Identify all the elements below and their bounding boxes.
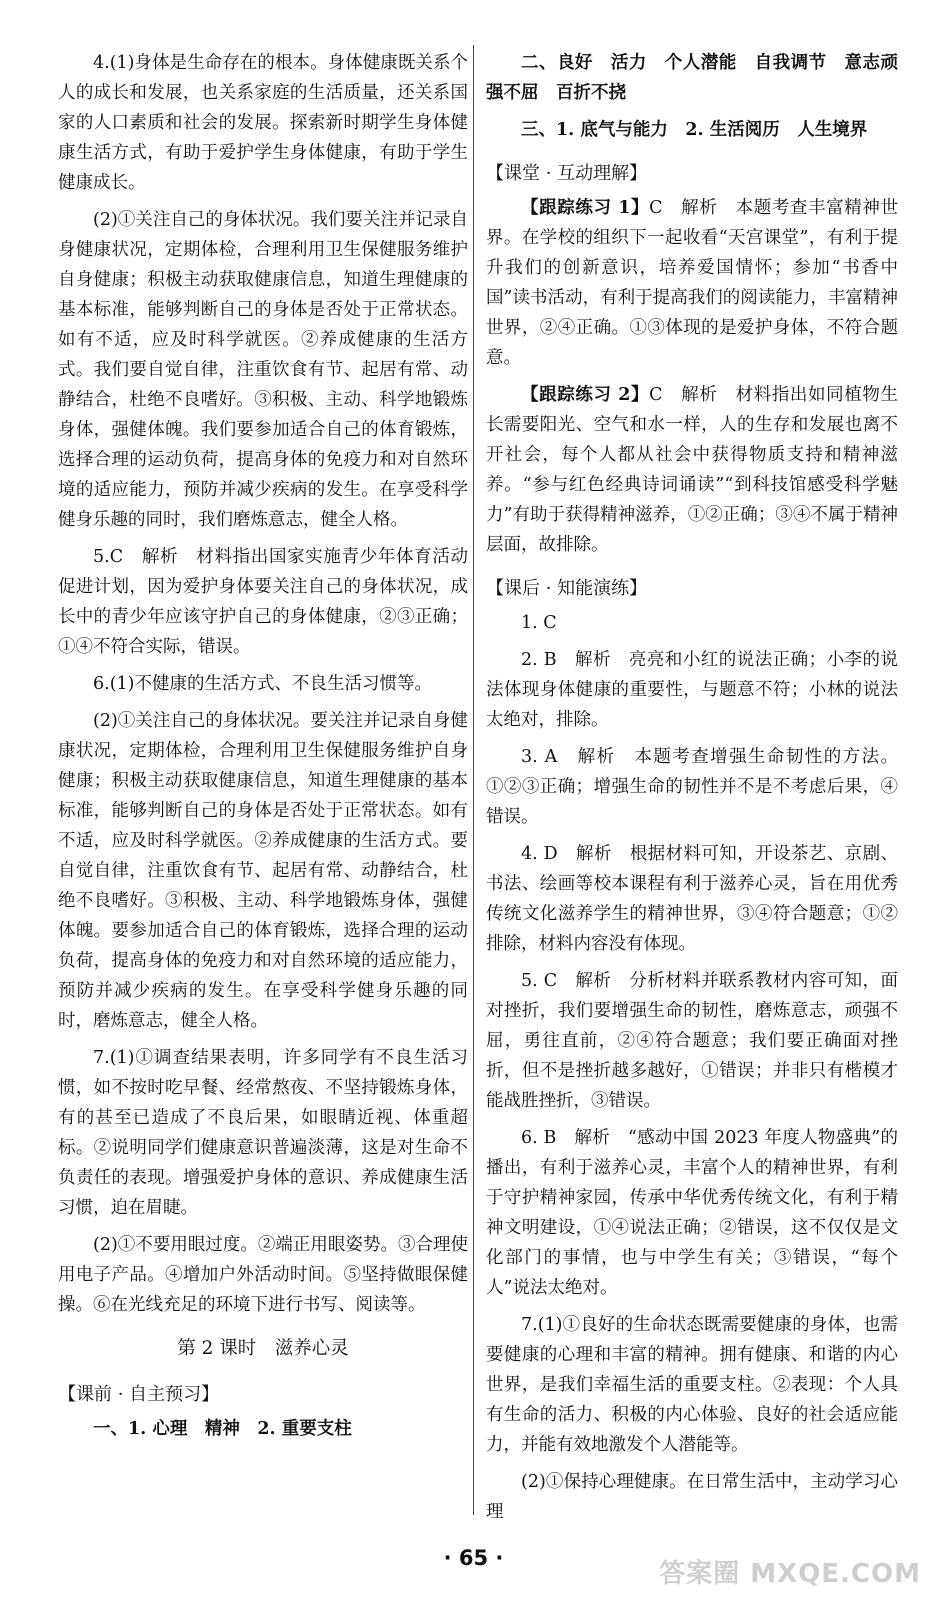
watermark-logo: 答案圈 MXQE.COM bbox=[659, 1559, 921, 1589]
after-class-answer-1: 1. C bbox=[521, 613, 557, 633]
answer-6-part-2: (2)①关注自己的身体状况。要关注并记录自身健康状况，定期体检，合理利用卫生保健服务维护自身健康；积极主动获取健康信息，知道生理健康的基本标准，能够判断自己的身体是否处于正常状态。如有不适，应及时科学就医。②养成健康的生活方式。要自觉自律，注重饮食有节、起居有常、动静结合，杜绝不良嗜好。③积极、主动、科学地锻炼身体，强健体魄。要参加适合自己的体育锻炼，选择合理的运动负荷，提高身体的免疫力和对自然环境的适应能力，预防并减少疾病的发生。在享受科学健身乐趣的同时，磨炼意志，健全人格。 bbox=[58, 711, 468, 1031]
answer-7-part-1: 7.(1)①调查结果表明，许多同学有不良生活习惯，如不按时吃早餐、经常熬夜、不坚持锻炼身体，有的甚至已造成了不良后果，如眼睛近视、体重超标。②说明同学们健康意识普遍淡薄，这是对生命不负责任的表现。增强爱护身体的意识、养成健康生活习惯，迫在眉睫。 bbox=[58, 1048, 468, 1218]
pre-class-answer-3: 三、1. 底气与能力 2. 生活阅历 人生境界 bbox=[521, 120, 868, 140]
page-number: · 65 · bbox=[443, 1546, 504, 1570]
answer-6-part-1: 6.(1)不健康的生活方式、不良生活习惯等。 bbox=[93, 674, 432, 694]
after-class-answer-6: 6. B 解析 “感动中国 2023 年度人物盛典”的播出，有利于滋养心灵，丰富个人的精神世界，有利于守护精神家园，传承中华优秀传统文化，有利于精神文明建设，①④说法正确；②错误，这不仅仅是文化部门的事情，也与中学生有关；③错误，“每个人”说法太绝对。 bbox=[486, 1128, 898, 1298]
answer-4-part-2: (2)①关注自己的身体状况。我们要关注并记录自身健康状况，定期体检，合理利用卫生保健服务维护自身健康；积极主动获取健康信息，知道生理健康的基本标准，能够判断自己的身体是否处于正常状态。如有不适，应及时科学就医。②养成健康的生活方式。我们要自觉自律，注重饮食有节、起居有常、动静结合，杜绝不良嗜好。③积极、主动、科学地锻炼身体，强健体魄。我们要参加适合自己的体育锻炼，选择合理的运动负荷，提高身体的免疫力和对自然环境的适应能力，预防并减少疾病的发生。在享受科学健身乐趣的同时，我们磨炼意志，健全人格。 bbox=[58, 210, 468, 530]
after-class-answer-7-part-1: 7.(1)①良好的生命状态既需要健康的身体，也需要健康的心理和丰富的精神。拥有健康、和谐的内心世界，是我们幸福生活的重要支柱。②表现：个人具有生命的活力、积极的内心体验、良好的社会适应能力，并能有效地激发个人潜能等。 bbox=[486, 1315, 898, 1455]
right-column bbox=[486, 48, 898, 1527]
after-class-answer-3: 3. A 解析 本题考查增强生命韧性的方法。①②③正确；增强生命的韧性并不是不考虑后果，④错误。 bbox=[486, 747, 898, 827]
tracking-exercise-2 bbox=[486, 380, 898, 560]
after-class-answer-2: 2. B 解析 亮亮和小红的说法正确；小李的说法体现身体健康的重要性，与题意不符；小林的说法太绝对，排除。 bbox=[486, 650, 898, 730]
answer-5: 5.C 解析 材料指出国家实施青少年体育活动促进计划，因为爱护身体要关注自己的身体状况，成长中的青少年应该守护自己的身体健康，②③正确；①④不符合实际，错误。 bbox=[58, 547, 468, 657]
after-class-answer-7-part-2: (2)①保持心理健康。在日常生活中，主动学习心理 bbox=[486, 1472, 898, 1522]
tracking-exercise-2-label: 【跟踪练习 2】 bbox=[521, 385, 650, 405]
tracking-exercise-1-label: 【跟踪练习 1】 bbox=[521, 198, 650, 218]
tracking-exercise-2-text: C 解析 材料指出如同植物生长需要阳光、空气和水一样，人的生存和发展也离不开社会，每个人都从社会中获得物质支持和精神滋养。“参与红色经典诗词诵读”“到科技馆感受科学魅力”有助于获得精神滋养，①②正确；③④不属于精神层面，故排除。 bbox=[486, 385, 898, 555]
after-class-header: 【课后 · 知能演练】 bbox=[486, 578, 648, 599]
pre-class-answer-2: 二、良好 活力 个人潜能 自我调节 意志顽强不屈 百折不挠 bbox=[486, 53, 898, 103]
answer-7-part-2: (2)①不要用眼过度。②端正用眼姿势。③合理使用电子产品。④增加户外活动时间。⑤坚持做眼保健操。⑥在光线充足的环境下进行书写、阅读等。 bbox=[58, 1235, 468, 1315]
column-divider bbox=[473, 45, 474, 1515]
in-class-header: 【课堂 · 互动理解】 bbox=[486, 163, 648, 184]
left-column bbox=[58, 48, 468, 1444]
pre-class-header: 【课前 · 自主预习】 bbox=[58, 1384, 220, 1405]
pre-class-answer-1: 一、1. 心理 精神 2. 重要支柱 bbox=[93, 1419, 352, 1439]
tracking-exercise-1-text: C 解析 本题考查丰富精神世界。在学校的组织下一起收看“天宫课堂”，有利于提升我们的创新意识，培养爱国情怀；参加“书香中国”读书活动，有利于提高我们的阅读能力，丰富精神世界，②④正确。①③体现的是爱护身体，不符合题意。 bbox=[486, 198, 898, 368]
answer-4-part-1: 4.(1)身体是生命存在的根本。身体健康既关系个人的成长和发展，也关系家庭的生活质量，还关系国家的人口素质和社会的发展。探索新时期学生身体健康生活方式，有助于爱护学生身体健康，有助于学生健康成长。 bbox=[58, 53, 468, 193]
after-class-answer-4: 4. D 解析 根据材料可知，开设茶艺、京剧、书法、绘画等校本课程有利于滋养心灵，旨在用优秀传统文化滋养学生的精神世界，③④符合题意；①②排除，材料内容没有体现。 bbox=[486, 844, 898, 954]
after-class-answer-5: 5. C 解析 分析材料并联系教材内容可知，面对挫折，我们要增强生命的韧性，磨炼意志，顽强不屈，勇往直前，②④符合题意；我们要正确面对挫折，但不是挫折越多越好，①错误；并非只有楷模才能战胜挫折，③错误。 bbox=[486, 971, 898, 1111]
tracking-exercise-1 bbox=[486, 193, 898, 373]
lesson-title: 第 2 课时 滋养心灵 bbox=[177, 1338, 349, 1359]
